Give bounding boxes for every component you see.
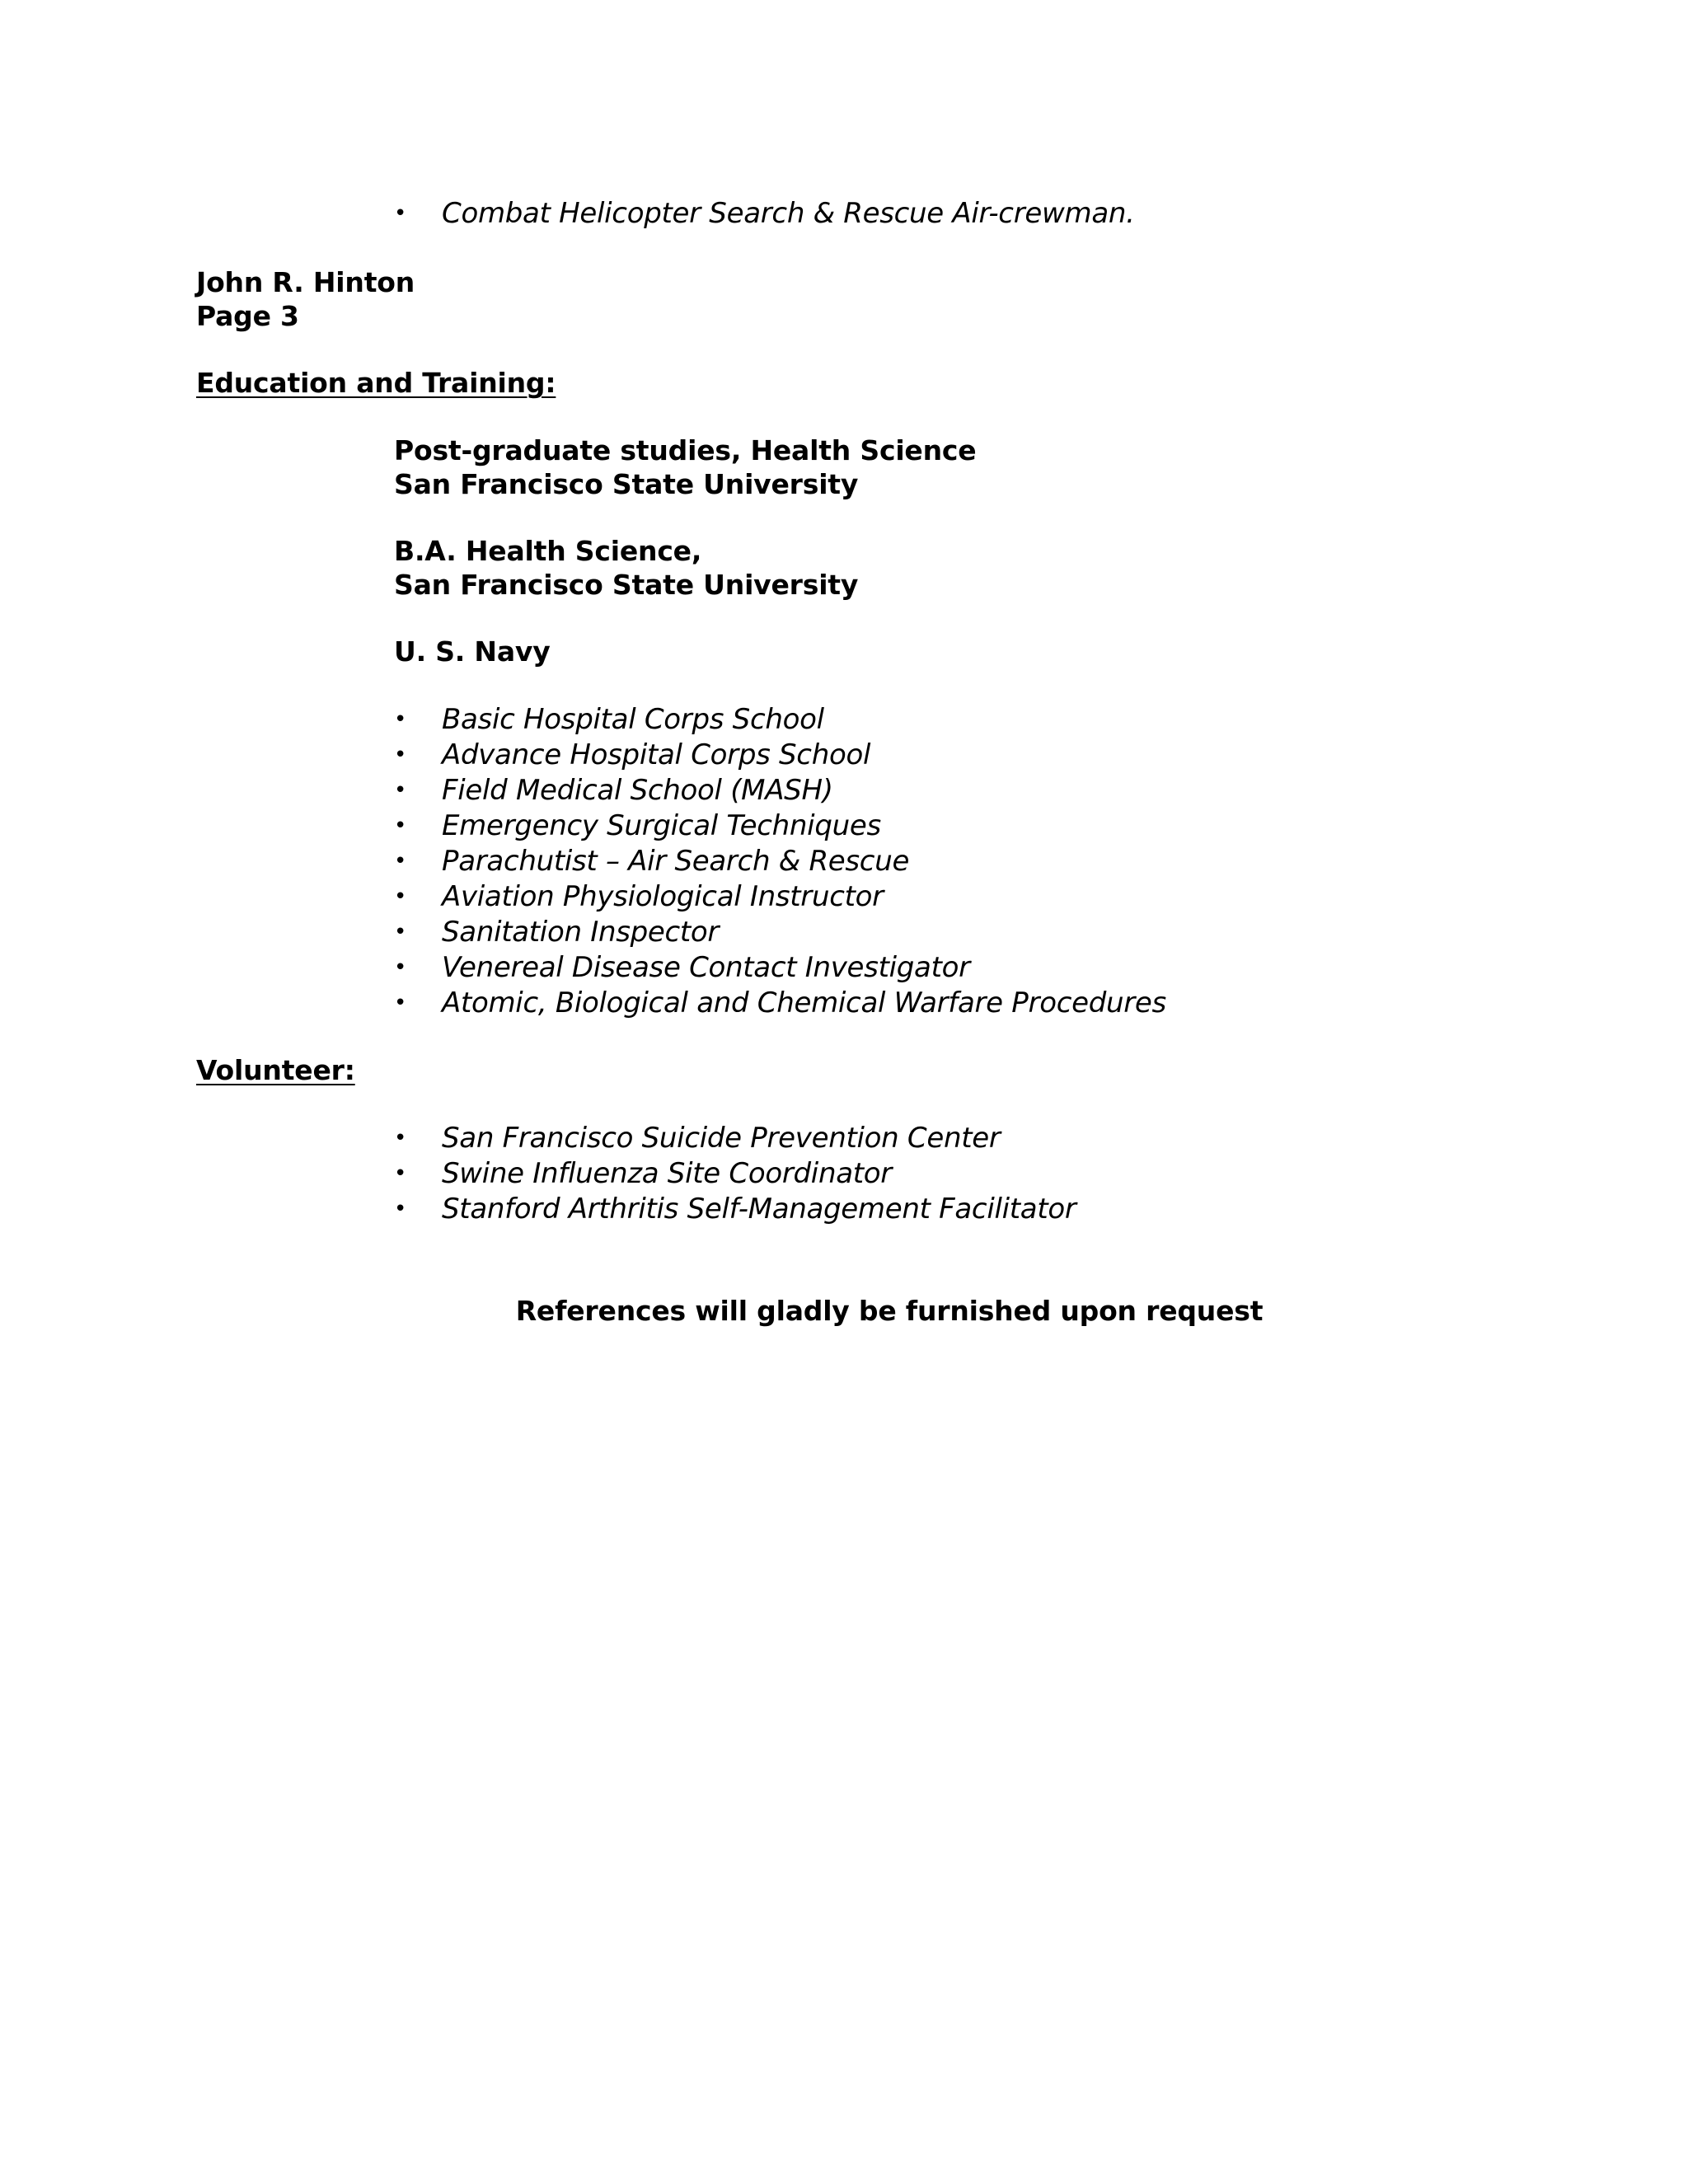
list-item [394, 1192, 1076, 1227]
list-item-text: Swine Influenza Site Coordinator [442, 1157, 892, 1190]
list-item-text: Advance Hospital Corps School [442, 738, 871, 771]
list-item [394, 915, 719, 950]
volunteer-heading: Volunteer: [196, 1054, 355, 1086]
bullet-icon: • [394, 955, 407, 980]
list-item-text: Basic Hospital Corps School [442, 703, 824, 736]
list-item-text: Venereal Disease Contact Investigator [442, 951, 970, 984]
bullet-icon: • [394, 743, 407, 767]
person-name: John R. Hinton [196, 266, 415, 298]
list-item [394, 844, 909, 879]
list-item-text: Combat Helicopter Search & Rescue Air-crewman. [442, 197, 1135, 230]
navy-title: U. S. Navy [394, 635, 551, 668]
list-item [394, 1121, 1001, 1156]
bullet-icon: • [394, 920, 407, 944]
bullet-icon: • [394, 1197, 407, 1221]
list-item [394, 702, 824, 738]
list-item [394, 986, 1166, 1021]
references-note: References will gladly be furnished upon request [515, 1295, 1264, 1327]
bullet-icon: • [394, 707, 407, 732]
bullet-icon: • [394, 201, 407, 226]
degree-title: B.A. Health Science, [394, 535, 702, 567]
list-item-text: Sanitation Inspector [442, 916, 720, 949]
list-item [394, 773, 833, 808]
bullet-icon: • [394, 991, 407, 1015]
list-item [394, 738, 870, 773]
list-item-text: Parachutist – Air Search & Rescue [442, 845, 910, 878]
list-item-text: San Francisco Suicide Prevention Center [442, 1122, 1001, 1155]
list-item [394, 196, 1135, 232]
education-heading: Education and Training: [196, 367, 556, 399]
list-item [394, 1156, 892, 1192]
degree-school: San Francisco State University [394, 569, 859, 601]
bullet-icon: • [394, 778, 407, 803]
bullet-icon: • [394, 1161, 407, 1186]
bullet-icon: • [394, 813, 407, 838]
degree-title: Post-graduate studies, Health Science [394, 434, 977, 466]
bullet-icon: • [394, 849, 407, 874]
list-item [394, 879, 884, 915]
list-item [394, 950, 970, 986]
degree-school: San Francisco State University [394, 468, 859, 500]
list-item-text: Atomic, Biological and Chemical Warfare Procedures [442, 987, 1166, 1019]
bullet-icon: • [394, 884, 407, 909]
bullet-icon: • [394, 1126, 407, 1151]
list-item-text: Stanford Arthritis Self-Management Facilitator [442, 1193, 1076, 1226]
list-item [394, 808, 881, 844]
page-number: Page 3 [196, 300, 299, 332]
list-item-text: Aviation Physiological Instructor [442, 880, 884, 913]
list-item-text: Field Medical School (MASH) [442, 774, 833, 807]
list-item-text: Emergency Surgical Techniques [442, 809, 881, 842]
